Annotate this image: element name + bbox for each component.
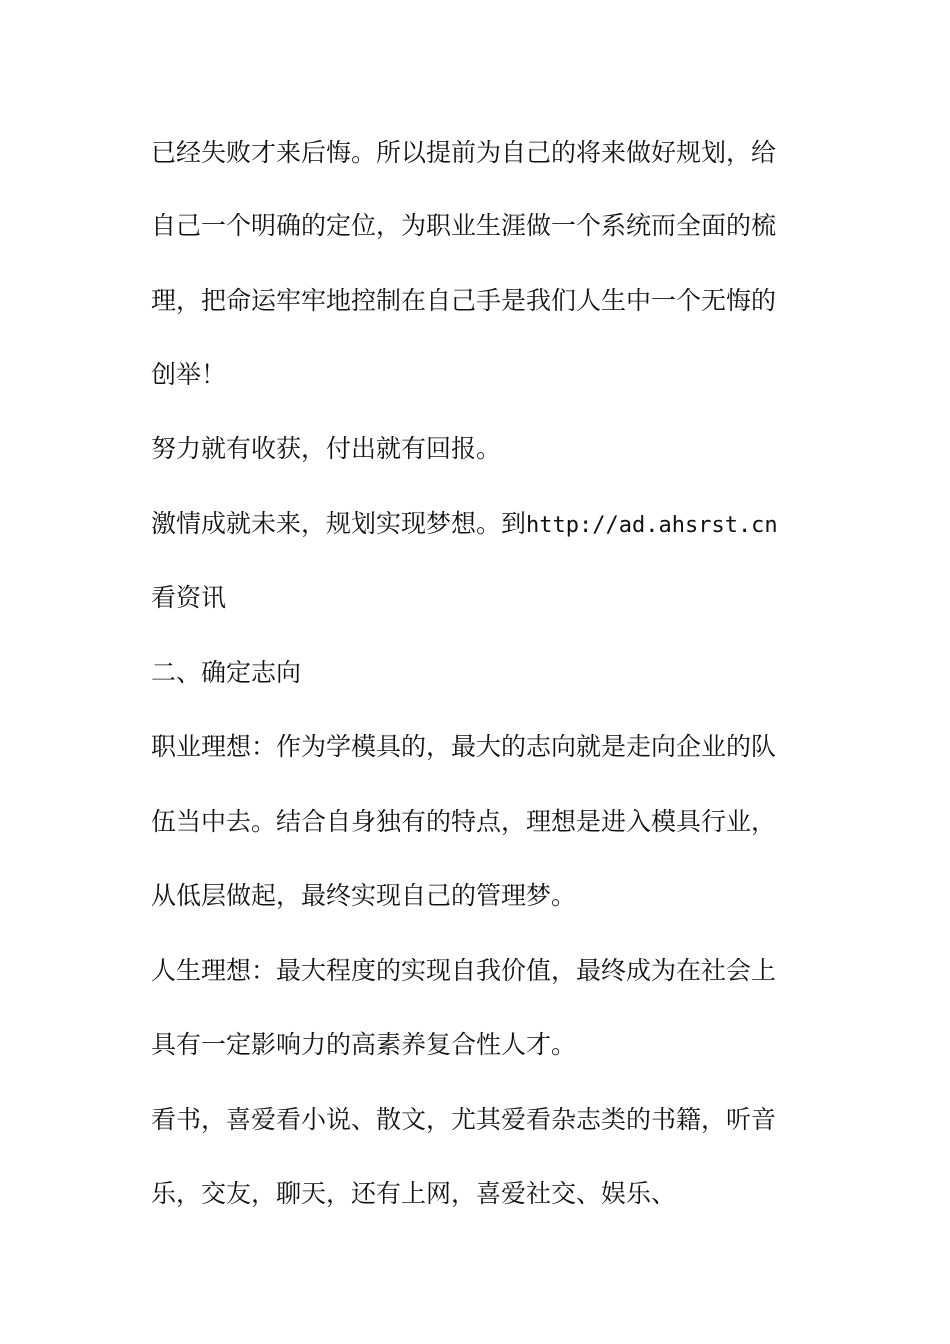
text-line: 创举！ [151,360,227,389]
text-line: 理，把命运牢牢地控制在自己手是我们人生中一个无悔的 [151,286,777,315]
text-line: 自己一个明确的定位，为职业生涯做一个系统而全面的梳 [151,211,777,240]
text-line: 已经失败才来后悔。所以提前为自己的将来做好规划，给 [151,138,777,167]
text-line: 人生理想：最大程度的实现自我价值，最终成为在社会上 [151,956,777,985]
text-line: 伍当中去。结合自身独有的特点，理想是进入模具行业， [151,807,777,836]
text-line: 职业理想：作为学模具的，最大的志向就是走向企业的队 [151,732,777,761]
section-heading: 二、确定志向 [151,658,302,687]
text-line: 努力就有收获，付出就有回报。 [151,434,502,463]
text-line: 乐，交友，聊天，还有上网，喜爱社交、娱乐、 [151,1179,677,1208]
text-line: 看书，喜爱看小说、散文，尤其爱看杂志类的书籍，听音 [151,1105,777,1134]
text-segment: 激情成就未来，规划实现梦想。到 [151,509,527,538]
url-link[interactable]: http://ad.ahsrst.cn [526,513,778,538]
text-line: 看资讯 [151,583,227,612]
text-line: 从低层做起，最终实现自己的管理梦。 [151,881,577,910]
text-line: 具有一定影响力的高素养复合性人才。 [151,1030,577,1059]
text-line-with-link [151,504,811,544]
